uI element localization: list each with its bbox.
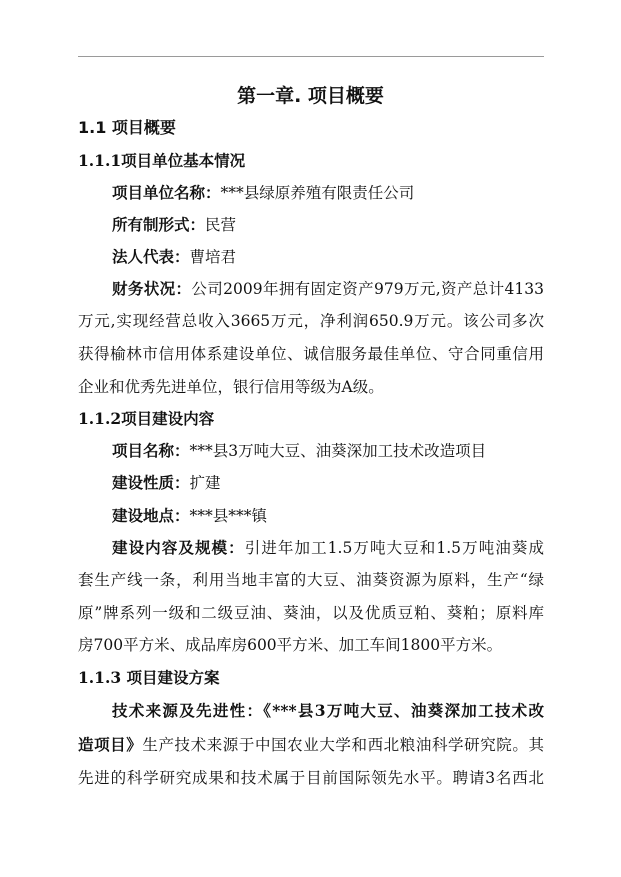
finance-line-4: 企业和优秀先进单位，银行信用等级为A级。 — [78, 378, 384, 396]
tech-line-1 — [112, 701, 544, 721]
chapter-title: 第一章. 项目概要 — [237, 85, 384, 107]
construction-site-label: 建设地点： — [112, 506, 190, 525]
legal-rep-label: 法人代表： — [112, 247, 190, 266]
construction-site-value: ***县***镇 — [189, 507, 268, 525]
scope-text-1: 引进年加工1.5万吨大豆和1.5万吨油葵成 — [244, 539, 544, 557]
section-heading-1-1: 1.1 项目概要 — [78, 118, 176, 137]
finance-line-1 — [112, 279, 544, 299]
project-name-value: ***县3万吨大豆、油葵深加工技术改造项目 — [189, 442, 487, 460]
scope-line-1 — [112, 538, 544, 558]
unit-name-value: ***县绿原养殖有限责任公司 — [220, 184, 415, 202]
scope-line-3: 原”牌系列一级和二级豆油、葵油，以及优质豆粕、葵粕；原料库 — [78, 604, 544, 622]
scope-label: 建设内容及规模： — [112, 538, 245, 557]
unit-name-label: 项目单位名称： — [112, 183, 221, 202]
construction-site-row — [112, 506, 267, 526]
tech-line-3: 先进的科学研究成果和技术属于目前国际领先水平。聘请3名西北 — [78, 769, 544, 787]
section-heading-1-1-2: 1.1.2项目建设内容 — [78, 409, 215, 428]
scope-line-4: 房700平方米、成品库房600平方米、加工车间1800平方米。 — [78, 636, 503, 654]
ownership-row — [112, 215, 236, 235]
finance-text-1: 公司2009年拥有固定资产979万元,资产总计4133 — [191, 280, 544, 298]
construction-nature-row — [112, 473, 221, 493]
finance-label: 财务状况： — [112, 279, 192, 298]
tech-text-2: 生产技术来源于中国农业大学和西北粮油科学研究院。其 — [142, 736, 544, 754]
unit-name-row — [112, 183, 414, 203]
project-name-label: 项目名称： — [112, 441, 190, 460]
tech-line-2 — [78, 735, 544, 755]
construction-nature-label: 建设性质： — [112, 473, 190, 492]
tech-bold-text-1: 《***县3万吨大豆、油葵深加工技术改 — [263, 701, 544, 720]
tech-bold-text-2: 造项目》 — [78, 735, 143, 754]
tech-label: 技术来源及先进性： — [112, 701, 264, 720]
ownership-label: 所有制形式： — [112, 215, 206, 234]
section-heading-1-1-1: 1.1.1项目单位基本情况 — [78, 151, 246, 170]
legal-rep-value: 曹培君 — [189, 248, 237, 266]
project-name-row — [112, 441, 486, 461]
ownership-value: 民营 — [205, 216, 237, 234]
construction-nature-value: 扩建 — [189, 474, 221, 492]
scope-line-2: 套生产线一条，利用当地丰富的大豆、油葵资源为原料，生产“绿 — [78, 571, 544, 589]
legal-rep-row — [112, 247, 236, 267]
finance-line-2: 万元,实现经营总收入3665万元，净利润650.9万元。该公司多次 — [78, 312, 544, 330]
finance-line-3: 获得榆林市信用体系建设单位、诚信服务最佳单位、守合同重信用 — [78, 345, 544, 363]
section-heading-1-1-3: 1.1.3 项目建设方案 — [78, 668, 220, 687]
header-rule — [78, 56, 544, 57]
